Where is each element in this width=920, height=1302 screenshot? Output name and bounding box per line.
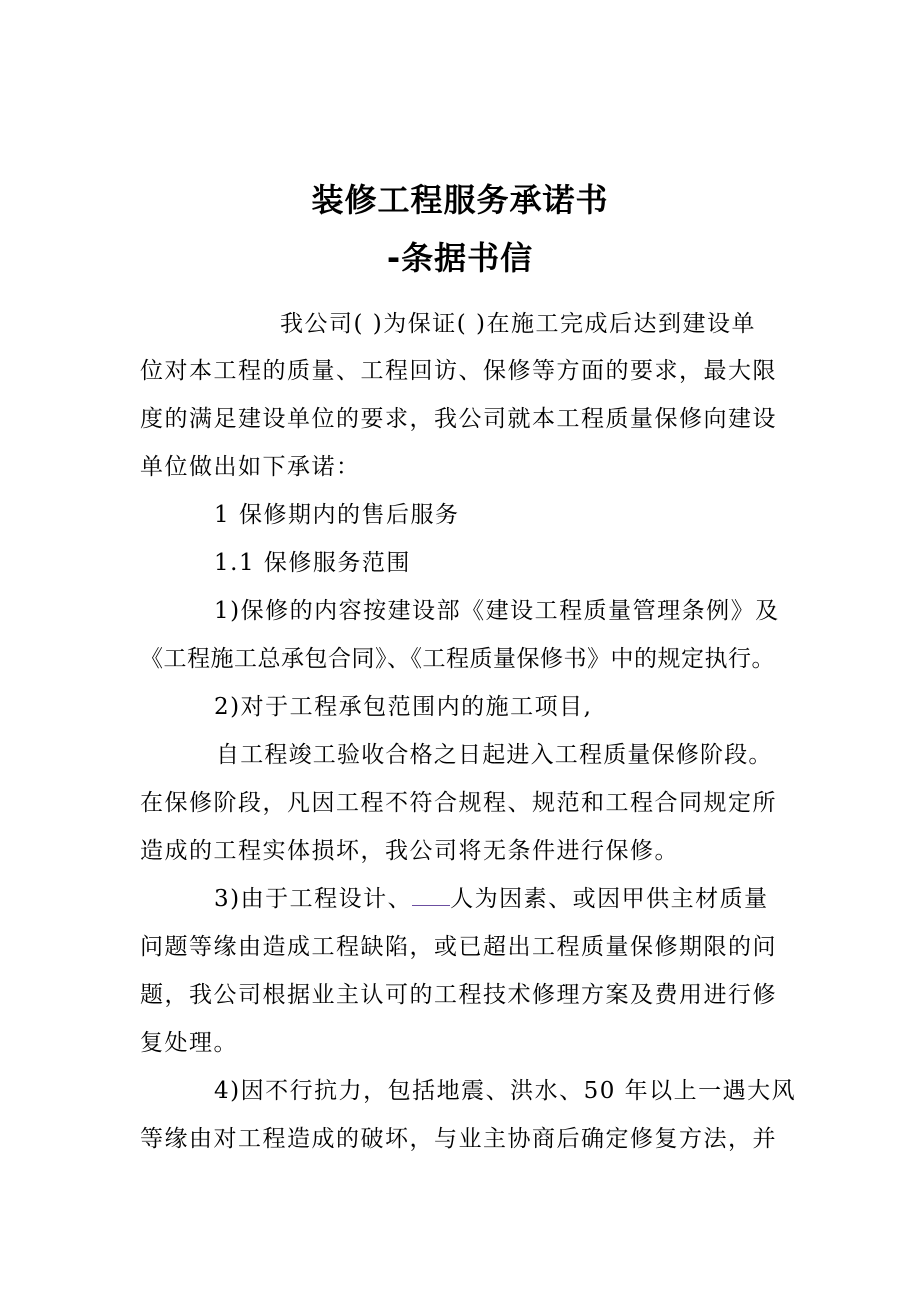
paragraph-line: 复处理。 — [140, 1030, 238, 1056]
subsection-heading: 1.1 保修服务范围 — [214, 550, 411, 576]
paragraph-segment: 3)由于工程设计、 — [214, 886, 413, 912]
paragraph-line: 2)对于工程承包范围内的施工项目, — [214, 694, 593, 720]
paragraph-line: 问题等缘由造成工程缺陷，或已超出工程质量保修期限的问 — [140, 934, 777, 960]
paragraph-line: 我公司( )为保证( )在施工完成后达到建设单 — [280, 311, 757, 337]
paragraph-segment: 人为因素、或因甲供主材质量 — [450, 886, 769, 912]
document-title: 装修工程服务承诺书 — [311, 181, 609, 219]
paragraph-line: 4)因不行抗力，包括地震、洪水、50 年以上一遇大风 — [214, 1078, 797, 1104]
paragraph-line: 度的满足建设单位的要求，我公司就本工程质量保修向建设 — [140, 406, 777, 432]
paragraph-line: 自工程竣工验收合格之日起进入工程质量保修阶段。 — [216, 742, 773, 768]
section-heading: 1 保修期内的售后服务 — [214, 502, 460, 528]
fill-in-blank — [412, 885, 450, 906]
paragraph-line: 位对本工程的质量、工程回访、保修等方面的要求，最大限 — [140, 358, 777, 384]
paragraph-line: 《工程施工总承包合同》、《工程质量保修书》中的规定执行。 — [140, 646, 775, 672]
paragraph-line: 在保修阶段，凡因工程不符合规程、规范和工程合同规定所 — [140, 790, 777, 816]
paragraph-line: 题，我公司根据业主认可的工程技术修理方案及费用进行修 — [140, 982, 777, 1008]
paragraph-line: 1)保修的内容按建设部《建设工程质量管理条例》及 — [214, 598, 780, 624]
document-subtitle: -条据书信 — [386, 239, 534, 277]
paragraph-line: 单位做出如下承诺： — [140, 454, 361, 480]
paragraph-line: 等缘由对工程造成的破坏，与业主协商后确定修复方法，并 — [140, 1126, 777, 1152]
paragraph-line-with-blank — [214, 883, 800, 915]
paragraph-line: 造成的工程实体损坏，我公司将无条件进行保修。 — [140, 838, 679, 864]
